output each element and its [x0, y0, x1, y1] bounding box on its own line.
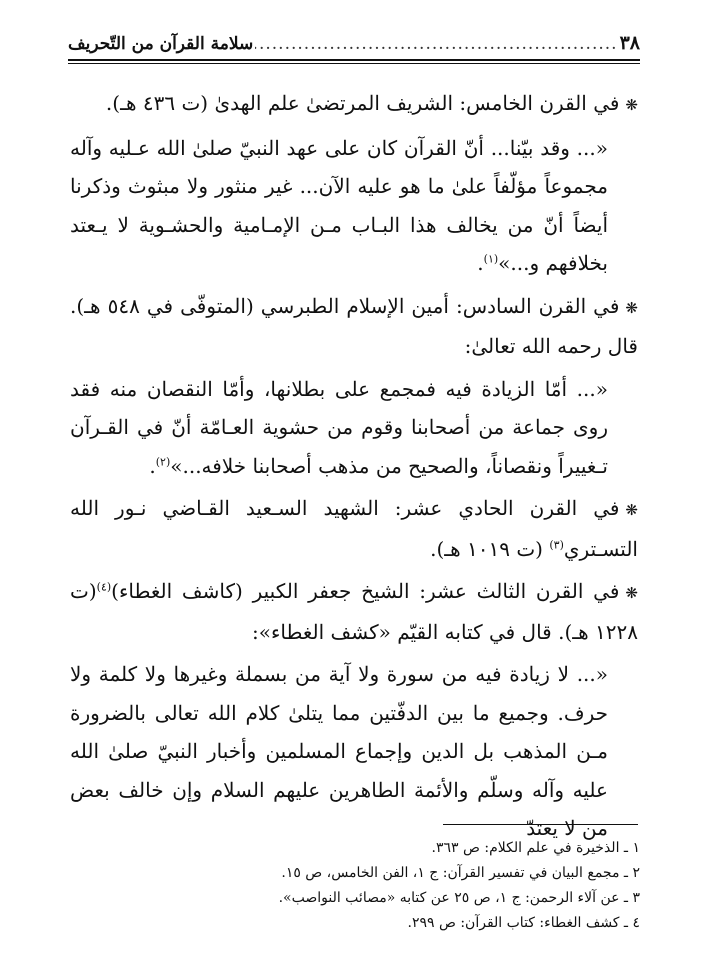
star-bullet-icon: ❋ — [625, 298, 638, 317]
heading-text: في القرن الخامس: الشريف المرتضىٰ علم الهدىٰ (ت ٤٣٦ هـ). — [105, 91, 620, 115]
main-text — [70, 84, 638, 852]
heading-text: في القرن السادس: أمين الإسلام الطبرسي (المتوفّى في ٥٤٨ هـ). قال رحمه الله تعالىٰ: — [70, 293, 638, 358]
footnote-ref-3[interactable]: (٣) — [549, 537, 564, 551]
century-heading-13th: ❋في القرن الثالث عشر: الشيخ جعفر الكبير (كاشف الغطاء)$^{(٤)}$(ت ١٢٢٨ هـ). قال في كتابه القيّم «كشف الغطاء»: — [70, 579, 638, 644]
footnote-ref-1[interactable]: (١) — [483, 252, 499, 266]
footnote-ref-4[interactable]: (٤) — [96, 580, 112, 594]
running-title: سلامة القرآن من التّحريف — [68, 34, 254, 54]
page-number: ٣٨ — [619, 32, 640, 54]
heading-text: في القرن الثالث عشر: الشيخ جعفر الكبير (كاشف الغطاء) — [111, 579, 620, 603]
footnote-separator — [443, 824, 638, 825]
star-bullet-icon: ❋ — [625, 584, 638, 602]
century-heading-5th — [70, 84, 638, 125]
footnote-4: ٤ ـ كشف الغطاء: كتاب القرآن: ص ٢٩٩. — [407, 915, 640, 931]
footnote-2: ٢ ـ مجمع البيان في تفسير القرآن: ج ١، الفن الخامس، ص ١٥. — [281, 865, 640, 881]
quote-kashif-al-ghita — [70, 655, 638, 848]
quote-text: «... أمّا الزيادة فيه فمجمع على بطلانها، وأمّا النقصان منه فقد روى جماعة من أصحابنا وقوم من حشوية العـامّة أنّ في القـرآن تـغييراً ونقصاناً، والصحيح من مذهب أصحابنا خلافه...» — [70, 376, 608, 478]
footnote-ref-2[interactable]: (٢) — [155, 454, 171, 468]
star-bullet-icon: ❋ — [625, 501, 638, 519]
star-bullet-icon: ❋ — [625, 96, 638, 114]
quote-murtada: «... وقد بيّنا... أنّ القرآن كان على عهد النبيّ صلىٰ الله عـليه وآله مجموعاً مؤلّفاً علىٰ ما هو عليه الآن... غير منثور ولا مبثوث وذكرنا أيضاً أنّ من يخالف هذا البـاب مـن الإمـامية والحشـوية لا يـعتد بخلافهم و...»$^{(١)}$. — [70, 135, 608, 275]
quote-text: «... لا زيادة فيه من سورة ولا آية من بسملة وغيرها ولا كلمة ولا حرف. وجميع ما بين الدفّتين مما يتلىٰ كلام الله تعالى بالضرورة مـن المذهب بل الدين وإجماع المسلمين وأخبار النبيّ صلىٰ الله عليه وآله وسلّم والأئمة الطاهرين عليهم السلام وإن خالف بعض من لا يعتدّ — [70, 662, 608, 840]
header-leader-dots — [255, 34, 617, 54]
quote-tabarsi: «... أمّا الزيادة فيه فمجمع على بطلانها، وأمّا النقصان منه فقد روى جماعة من أصحابنا وقوم من حشوية العـامّة أنّ في القـرآن تـغييراً ونقصاناً، والصحيح من مذهب أصحابنا خلافه...»$^{(٢)}$. — [70, 376, 608, 478]
century-heading-11th: ❋في القرن الحادي عشر: الشهيد السـعيد القـاضي نـور الله التسـتري$^{(٣)}$ (ت ١٠١٩ هـ). — [70, 496, 638, 561]
heading-text: في القرن الحادي عشر: الشهيد السـعيد القـاضي نـور الله التسـتري — [70, 496, 638, 561]
page-header — [68, 28, 640, 54]
footnote-3: ٣ ـ عن آلاء الرحمن: ج ١، ص ٢٥ عن كتابه «مصائب النواصب». — [278, 890, 640, 906]
header-rule-thin — [68, 63, 640, 64]
footnote-1: ١ ـ الذخيرة في علم الكلام: ص ٣٦٣. — [431, 840, 640, 856]
header-rule-thick — [68, 59, 640, 61]
century-heading-6th — [70, 287, 638, 366]
footnotes — [70, 836, 640, 936]
quote-text: «... وقد بيّنا... أنّ القرآن كان على عهد النبيّ صلىٰ الله عـليه وآله مجموعاً مؤلّفاً علىٰ ما هو عليه الآن... غير منثور ولا مبثوث وذكرنا أيضاً أنّ من يخالف هذا البـاب مـن الإمـامية والحشـوية لا يـعتد بخلافهم و...» — [70, 135, 608, 275]
